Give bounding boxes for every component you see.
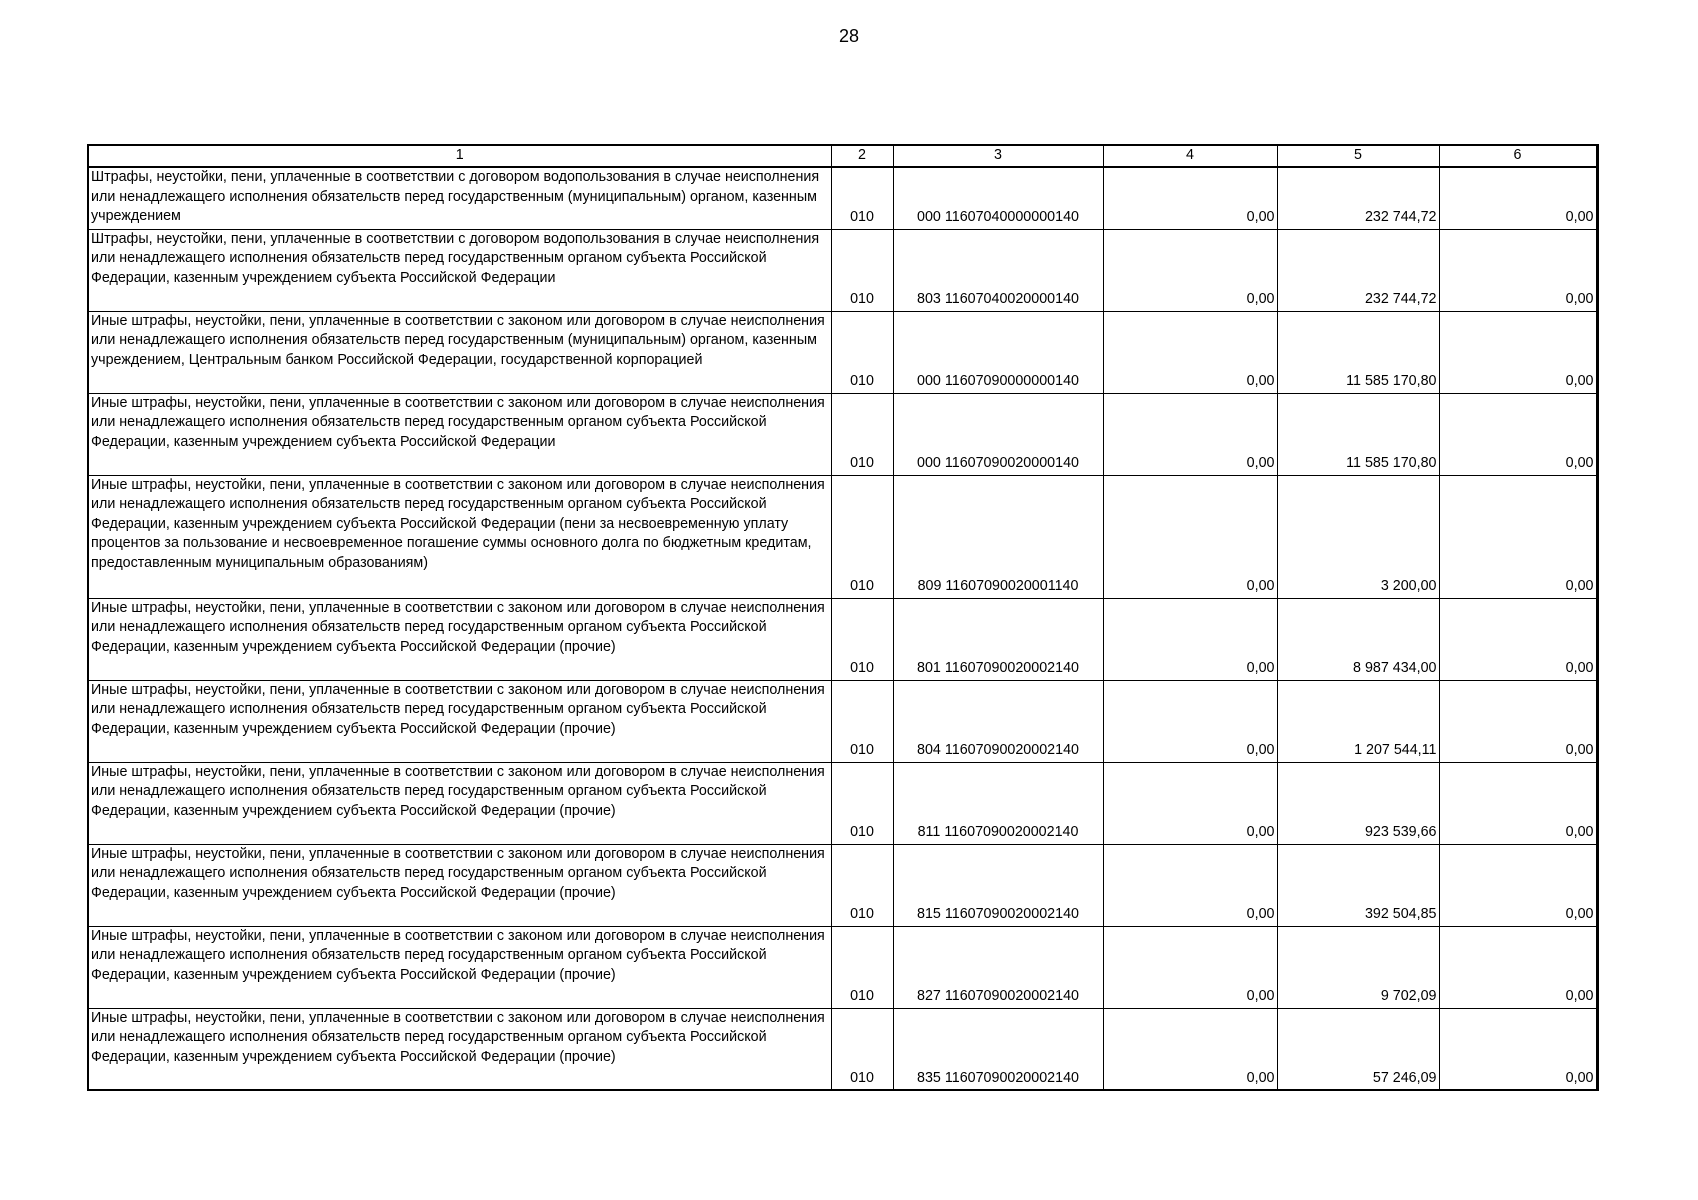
row-value-col6: 0,00 xyxy=(1439,1008,1597,1090)
row-value-col4: 0,00 xyxy=(1103,1008,1277,1090)
column-header: 2 xyxy=(831,145,893,167)
row-budget-code: 835 11607090020002140 xyxy=(893,1008,1103,1090)
row-value-col6: 0,00 xyxy=(1439,167,1597,229)
column-header: 3 xyxy=(893,145,1103,167)
row-value-col5: 923 539,66 xyxy=(1277,762,1439,844)
table-row xyxy=(88,1008,1597,1090)
table-row xyxy=(88,229,1597,311)
table-row xyxy=(88,598,1597,680)
row-value-col6: 0,00 xyxy=(1439,598,1597,680)
row-value-col4: 0,00 xyxy=(1103,475,1277,598)
table-row xyxy=(88,680,1597,762)
page-number: 28 xyxy=(838,26,860,46)
row-line-code: 010 xyxy=(831,598,893,680)
row-value-col4: 0,00 xyxy=(1103,844,1277,926)
row-description: Штрафы, неустойки, пени, уплаченные в соответствии с договором водопользования в случае неисполнения или ненадлежащего исполнения обязательств перед государственным органом субъекта Российской Федерации, казенным учреждением субъекта Российской Федерации xyxy=(88,229,831,311)
row-value-col6: 0,00 xyxy=(1439,844,1597,926)
row-budget-code: 815 11607090020002140 xyxy=(893,844,1103,926)
row-value-col4: 0,00 xyxy=(1103,229,1277,311)
column-header: 6 xyxy=(1439,145,1597,167)
row-budget-code: 000 11607090000000140 xyxy=(893,311,1103,393)
row-line-code: 010 xyxy=(831,1008,893,1090)
row-value-col5: 9 702,09 xyxy=(1277,926,1439,1008)
row-value-col6: 0,00 xyxy=(1439,229,1597,311)
row-value-col5: 57 246,09 xyxy=(1277,1008,1439,1090)
row-value-col6: 0,00 xyxy=(1439,475,1597,598)
column-header: 4 xyxy=(1103,145,1277,167)
row-value-col6: 0,00 xyxy=(1439,680,1597,762)
column-number-row xyxy=(88,145,1597,167)
row-value-col6: 0,00 xyxy=(1439,762,1597,844)
row-line-code: 010 xyxy=(831,167,893,229)
column-header: 1 xyxy=(88,145,831,167)
row-value-col4: 0,00 xyxy=(1103,762,1277,844)
row-description: Иные штрафы, неустойки, пени, уплаченные в соответствии с законом или договором в случае неисполнения или ненадлежащего исполнения обязательств перед государственным органом субъекта Российской Федерации, казенным учреждением субъекта Российской Федерации (прочие) xyxy=(88,1008,831,1090)
column-header: 5 xyxy=(1277,145,1439,167)
row-description: Иные штрафы, неустойки, пени, уплаченные в соответствии с законом или договором в случае неисполнения или ненадлежащего исполнения обязательств перед государственным органом субъекта Российской Федерации, казенным учреждением субъекта Российской Федерации (прочие) xyxy=(88,598,831,680)
row-value-col5: 3 200,00 xyxy=(1277,475,1439,598)
row-description: Иные штрафы, неустойки, пени, уплаченные в соответствии с законом или договором в случае неисполнения или ненадлежащего исполнения обязательств перед государственным органом субъекта Российской Федерации, казенным учреждением субъекта Российской Федерации (прочие) xyxy=(88,680,831,762)
row-line-code: 010 xyxy=(831,762,893,844)
row-value-col5: 392 504,85 xyxy=(1277,844,1439,926)
table-row xyxy=(88,762,1597,844)
table-row xyxy=(88,311,1597,393)
row-value-col4: 0,00 xyxy=(1103,680,1277,762)
table-row xyxy=(88,393,1597,475)
row-value-col5: 232 744,72 xyxy=(1277,167,1439,229)
row-value-col5: 1 207 544,11 xyxy=(1277,680,1439,762)
row-value-col6: 0,00 xyxy=(1439,926,1597,1008)
row-value-col4: 0,00 xyxy=(1103,926,1277,1008)
row-line-code: 010 xyxy=(831,475,893,598)
row-value-col5: 11 585 170,80 xyxy=(1277,393,1439,475)
row-description: Иные штрафы, неустойки, пени, уплаченные в соответствии с законом или договором в случае неисполнения или ненадлежащего исполнения обязательств перед государственным (муниципальным) органом, казенным учреждением, Центральным банком Российской Федерации, государственной корпорацией xyxy=(88,311,831,393)
row-value-col4: 0,00 xyxy=(1103,598,1277,680)
row-line-code: 010 xyxy=(831,844,893,926)
row-description: Иные штрафы, неустойки, пени, уплаченные в соответствии с законом или договором в случае неисполнения или ненадлежащего исполнения обязательств перед государственным органом субъекта Российской Федерации, казенным учреждением субъекта Российской Федерации (прочие) xyxy=(88,844,831,926)
row-budget-code: 809 11607090020001140 xyxy=(893,475,1103,598)
row-line-code: 010 xyxy=(831,229,893,311)
row-value-col6: 0,00 xyxy=(1439,393,1597,475)
row-budget-code: 804 11607090020002140 xyxy=(893,680,1103,762)
report-table xyxy=(87,144,1599,1091)
table-row xyxy=(88,926,1597,1008)
table-row xyxy=(88,844,1597,926)
row-value-col5: 8 987 434,00 xyxy=(1277,598,1439,680)
row-description: Иные штрафы, неустойки, пени, уплаченные в соответствии с законом или договором в случае неисполнения или ненадлежащего исполнения обязательств перед государственным органом субъекта Российской Федерации, казенным учреждением субъекта Российской Федерации xyxy=(88,393,831,475)
row-value-col4: 0,00 xyxy=(1103,393,1277,475)
row-budget-code: 801 11607090020002140 xyxy=(893,598,1103,680)
table-row xyxy=(88,475,1597,598)
row-description: Иные штрафы, неустойки, пени, уплаченные в соответствии с законом или договором в случае неисполнения или ненадлежащего исполнения обязательств перед государственным органом субъекта Российской Федерации, казенным учреждением субъекта Российской Федерации (пени за несвоевременную уплату процентов за пользование и несвоевременное погашение суммы основного долга по бюджетным кредитам, предоставленным муниципальным образованиям) xyxy=(88,475,831,598)
row-line-code: 010 xyxy=(831,680,893,762)
row-budget-code: 803 11607040020000140 xyxy=(893,229,1103,311)
row-budget-code: 000 11607090020000140 xyxy=(893,393,1103,475)
row-description: Иные штрафы, неустойки, пени, уплаченные в соответствии с законом или договором в случае неисполнения или ненадлежащего исполнения обязательств перед государственным органом субъекта Российской Федерации, казенным учреждением субъекта Российской Федерации (прочие) xyxy=(88,762,831,844)
row-budget-code: 811 11607090020002140 xyxy=(893,762,1103,844)
row-budget-code: 000 11607040000000140 xyxy=(893,167,1103,229)
row-line-code: 010 xyxy=(831,393,893,475)
row-line-code: 010 xyxy=(831,311,893,393)
row-description: Иные штрафы, неустойки, пени, уплаченные в соответствии с законом или договором в случае неисполнения или ненадлежащего исполнения обязательств перед государственным органом субъекта Российской Федерации, казенным учреждением субъекта Российской Федерации (прочие) xyxy=(88,926,831,1008)
row-budget-code: 827 11607090020002140 xyxy=(893,926,1103,1008)
table-row xyxy=(88,167,1597,229)
row-description: Штрафы, неустойки, пени, уплаченные в соответствии с договором водопользования в случае неисполнения или ненадлежащего исполнения обязательств перед государственным (муниципальным) органом, казенным учреждением xyxy=(88,167,831,229)
row-value-col4: 0,00 xyxy=(1103,167,1277,229)
row-value-col5: 11 585 170,80 xyxy=(1277,311,1439,393)
row-value-col4: 0,00 xyxy=(1103,311,1277,393)
row-value-col6: 0,00 xyxy=(1439,311,1597,393)
row-line-code: 010 xyxy=(831,926,893,1008)
row-value-col5: 232 744,72 xyxy=(1277,229,1439,311)
